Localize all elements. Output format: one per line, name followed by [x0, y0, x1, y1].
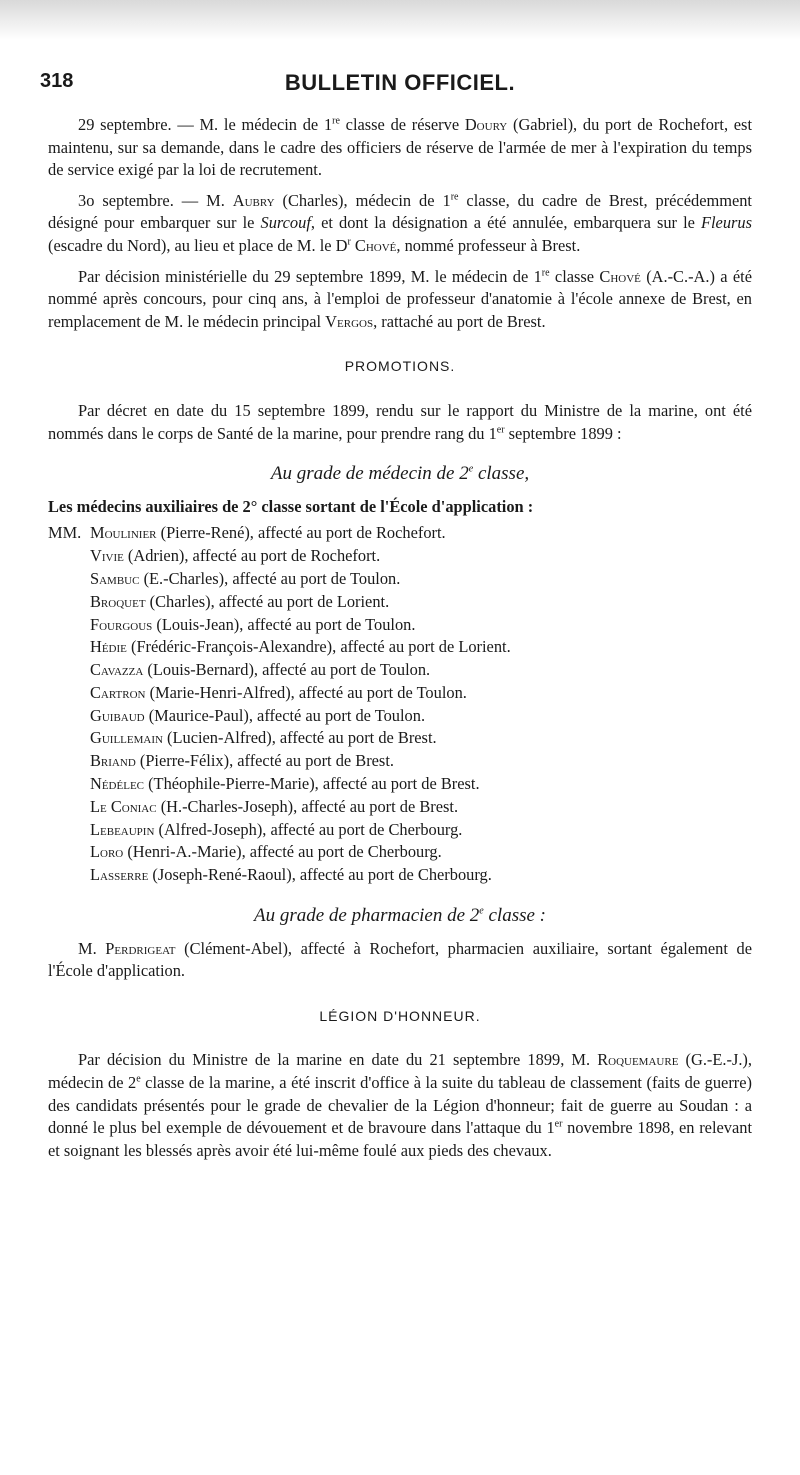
- text: (Louis-Jean), affecté au port de Toulon.: [152, 614, 416, 634]
- text: (Gabriel), du port de Rochefort, est maintenu, sur sa demande, dans le cadre des officiers de réserve de l'armée de mer à l'expiration du temps de service exigé par la loi de recrutement.: [48, 115, 752, 180]
- paragraph-aubry: [48, 190, 752, 258]
- text: (Lucien-Alfred), affecté au port de Brest.: [162, 728, 437, 748]
- person-name: Cartron: [90, 682, 146, 702]
- superscript: er: [496, 424, 505, 436]
- text: classe, du cadre de Brest, précédemment désigné pour embarquer sur le: [48, 190, 752, 233]
- text: (escadre du Nord), au lieu et place de M. le D: [48, 235, 348, 255]
- subheading-grade-pharmacien: [48, 905, 752, 928]
- list-item: [48, 522, 752, 545]
- text: , nommé professeur à Brest.: [396, 235, 581, 255]
- person-name: Cavazza: [90, 660, 144, 680]
- text: classe,: [473, 463, 530, 485]
- paragraph-pharmacien: [48, 938, 752, 983]
- superscript: er: [554, 1118, 563, 1130]
- paragraph-chove: [48, 266, 752, 334]
- superscript: e: [468, 463, 474, 475]
- superscript: e: [479, 905, 484, 917]
- superscript: r: [347, 236, 351, 248]
- list-item: [48, 841, 752, 864]
- person-name: Fourgous: [90, 614, 153, 634]
- person-name: Lebeaupin: [90, 819, 155, 839]
- entry-date: 29 septembre.: [78, 115, 172, 134]
- text: (Charles), affecté au port de Lorient.: [145, 591, 390, 611]
- text: classe :: [483, 905, 547, 927]
- text: Au grade de pharmacien de 2: [253, 905, 480, 927]
- person-name: Roquemaure: [597, 1050, 679, 1070]
- list-item: [48, 727, 752, 750]
- spacer: [48, 258, 752, 266]
- list-item: [48, 568, 752, 591]
- running-title: BULLETIN OFFICIEL.: [284, 70, 516, 95]
- page-number: 318: [40, 70, 74, 92]
- person-name: Le Coniac: [90, 796, 157, 816]
- text: (H.-Charles-Joseph), affecté au port de Brest.: [156, 796, 459, 816]
- person-name: Broquet: [90, 591, 146, 611]
- list-item: [48, 545, 752, 568]
- superscript: re: [450, 191, 459, 203]
- person-name: Vergos: [325, 311, 374, 331]
- list-item: [48, 659, 752, 682]
- person-name: Lasserre: [90, 865, 149, 885]
- ship-name: Surcouf: [260, 213, 311, 233]
- text: (E.-Charles), affecté au port de Toulon.: [139, 568, 401, 588]
- text: septembre 1899 :: [504, 423, 622, 443]
- list-item: [48, 819, 752, 842]
- text: Par décision du Ministre de la marine en date du 21 septembre 1899, M.: [78, 1050, 598, 1070]
- list-item: [48, 773, 752, 796]
- promotion-list: [48, 522, 752, 887]
- paragraph-doury: [48, 114, 752, 182]
- spacer: [48, 182, 752, 190]
- text: M.: [78, 938, 106, 958]
- grade-intro-line: Les médecins auxiliaires de 2° classe sortant de l'École d'application :: [48, 496, 534, 516]
- person-name: Guibaud: [90, 705, 145, 725]
- scan-edge: [0, 0, 800, 40]
- list-item: [48, 682, 752, 705]
- list-item: [48, 591, 752, 614]
- text: (Charles), médecin de 1: [274, 190, 451, 210]
- superscript: re: [332, 115, 340, 127]
- text: (Clément-Abel), affecté à Rochefort, pharmacien auxiliaire, sortant également de l'École d'application.: [48, 938, 752, 981]
- list-item: [48, 750, 752, 773]
- person-name: Nédélec: [90, 774, 144, 794]
- section-heading-promotions: PROMOTIONS.: [344, 358, 456, 375]
- list-item: [48, 864, 752, 887]
- person-name: Loro: [90, 842, 124, 862]
- text: Par décret en date du 15 septembre 1899, rendu sur le rapport du Ministre de la marine, ont été nommés dans le corps de Santé de la marine, pour prendre rang du 1: [48, 400, 752, 443]
- page-header: [40, 70, 760, 104]
- text: (Théophile-Pierre-Marie), affecté au port de Brest.: [144, 774, 480, 794]
- text: — M. le médecin de 1: [171, 115, 333, 134]
- text: classe de réserve: [339, 115, 465, 134]
- text: (Frédéric-François-Alexandre), affecté au port de Lorient.: [126, 637, 511, 657]
- superscript: re: [541, 267, 550, 279]
- text: , et dont la désignation a été annulée, embarquera sur le: [310, 213, 701, 233]
- person-name: Perdrigeat: [105, 938, 176, 958]
- person-name: Vivie: [90, 546, 124, 566]
- text: novembre 1898, en relevant et soignant les blessés après avoir été lui-même foulé aux pieds des chevaux.: [48, 1118, 752, 1160]
- text: (Pierre-René), affecté au port de Rochefort.: [156, 523, 446, 543]
- text: , rattaché au port de Brest.: [373, 311, 546, 331]
- text: (Louis-Bernard), affecté au port de Toulon.: [143, 660, 431, 680]
- text: (Pierre-Félix), affecté au port de Brest.: [135, 751, 394, 771]
- text: (Joseph-René-Raoul), affecté au port de Cherbourg.: [148, 865, 492, 885]
- text: (Adrien), affecté au port de Rochefort.: [123, 546, 381, 566]
- list-item: [48, 796, 752, 819]
- list-item: [48, 705, 752, 728]
- subheading-grade-medecin: [48, 463, 752, 486]
- person-name: Moulinier: [90, 523, 157, 543]
- ship-name: Fleurus: [700, 213, 752, 233]
- text: classe: [549, 266, 600, 286]
- person-name: Chové: [599, 266, 641, 286]
- person-name: Hédie: [90, 637, 127, 657]
- text: (Henri-A.-Marie), affecté au port de Cherbourg.: [123, 842, 442, 862]
- paragraph-promotions-intro: [48, 400, 752, 445]
- person-name: Doury: [464, 115, 508, 134]
- text: classe de la marine, a été inscrit d'office à la suite du tableau de classement (faits de guerre) des candidats présentés pour le grade de chevalier de la Légion d'honneur; fait de guerre au Soudan : a donné le plus bel exemple de dévouement et de bravoure dans l'attaque du 1: [48, 1073, 752, 1138]
- list-prefix: MM.: [48, 523, 82, 543]
- person-name: Chové: [354, 235, 397, 255]
- document-body: [48, 114, 752, 1162]
- person-name: Guillemain: [90, 728, 163, 748]
- text: (Maurice-Paul), affecté au port de Toulon.: [144, 705, 426, 725]
- person-name: Sambuc: [90, 568, 140, 588]
- paragraph-legion: [48, 1049, 752, 1162]
- list-item: [48, 614, 752, 637]
- text: (A.-C.-A.) a été nommé après concours, pour cinq ans, à l'emploi de professeur d'anatomie à l'école annexe de Brest, en remplacement de M. le médecin principal: [48, 266, 752, 331]
- text: Par décision ministérielle du 29 septembre 1899, M. le médecin de 1: [78, 266, 542, 286]
- text: (G.-E.-J.), médecin de 2: [48, 1050, 752, 1093]
- text: (Alfred-Joseph), affecté au port de Cherbourg.: [154, 819, 463, 839]
- person-name: Briand: [90, 751, 136, 771]
- person-name: Aubry: [232, 190, 275, 210]
- section-heading-legion: LÉGION D'HONNEUR.: [319, 1007, 481, 1024]
- text: 3o septembre. — M.: [78, 190, 233, 210]
- superscript: e: [136, 1073, 141, 1085]
- text: Au grade de médecin de 2: [270, 463, 469, 485]
- list-item: [48, 636, 752, 659]
- text: (Marie-Henri-Alfred), affecté au port de Toulon.: [145, 682, 467, 702]
